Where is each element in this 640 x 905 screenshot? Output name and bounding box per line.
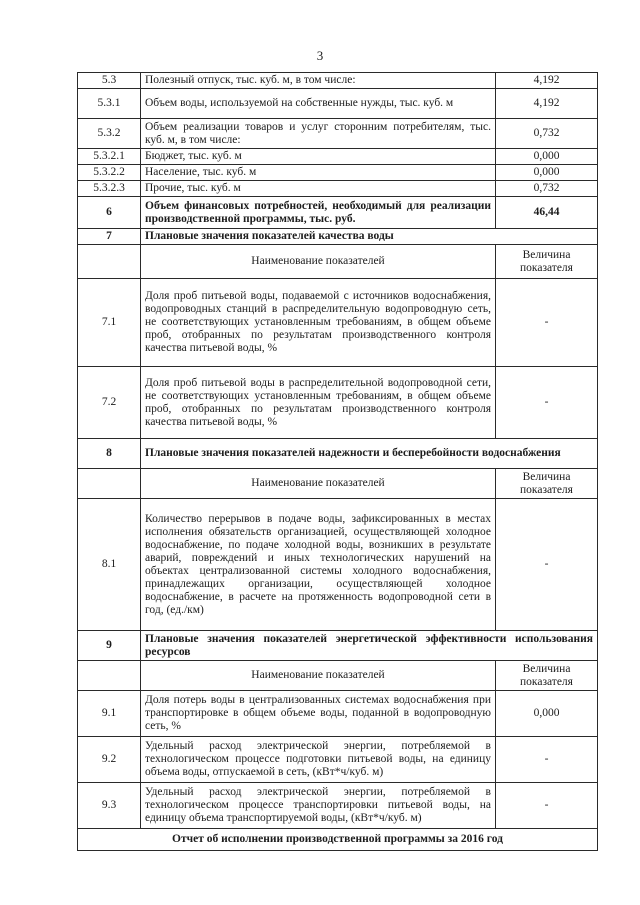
table-row <box>78 181 598 197</box>
table-row <box>78 149 598 165</box>
row-number: 5.3.2 <box>78 119 141 149</box>
table-row <box>78 73 598 89</box>
header-row <box>78 661 598 691</box>
row-number: 5.3.2.1 <box>78 149 141 165</box>
row-value: 0,000 <box>496 165 598 181</box>
section-number: 7 <box>78 229 141 245</box>
table-row <box>78 165 598 181</box>
row-number: 7.1 <box>78 279 141 367</box>
header-row <box>78 245 598 279</box>
section-title: Плановые значения показателей надежности и бесперебойности водоснабжения <box>141 439 598 469</box>
page-number: 3 <box>316 48 324 63</box>
table-row <box>78 737 598 783</box>
row-value: - <box>496 783 598 829</box>
table-row <box>78 119 598 149</box>
section-number: 8 <box>78 439 141 469</box>
row-number: 8.1 <box>78 499 141 631</box>
row-value: 0,732 <box>496 119 598 149</box>
row-number: 9.2 <box>78 737 141 783</box>
row-description: Бюджет, тыс. куб. м <box>141 149 496 165</box>
row-value: 0,000 <box>496 691 598 737</box>
header-name: Наименование показателей <box>141 469 496 499</box>
section-number: 9 <box>78 631 141 661</box>
row-value: 46,44 <box>496 197 598 229</box>
table-row <box>78 89 598 119</box>
row-description: Удельный расход электрической энергии, потребляемой в технологическом процессе подготовки питьевой воды, на единицу объема воды, отпускаемой в сеть, (кВт*ч/куб. м) <box>141 737 496 783</box>
section-title-row <box>78 229 598 245</box>
row-value: 0,732 <box>496 181 598 197</box>
table-row <box>78 279 598 367</box>
row-number: 6 <box>78 197 141 229</box>
row-value: - <box>496 367 598 439</box>
row-value: - <box>496 279 598 367</box>
row-description: Объем финансовых потребностей, необходимый для реализации производственной программы, тыс. руб. <box>141 197 496 229</box>
row-description: Полезный отпуск, тыс. куб. м, в том числе: <box>141 73 496 89</box>
section-title: Плановые значения показателей энергетической эффективности использования ресурсов <box>141 631 598 661</box>
row-description: Доля потерь воды в централизованных системах водоснабжения при транспортировке в общем объеме воды, поданной в водопроводную сеть, % <box>141 691 496 737</box>
header-value: Величина показателя <box>496 245 598 279</box>
row-value: 4,192 <box>496 73 598 89</box>
row-description: Прочие, тыс. куб. м <box>141 181 496 197</box>
row-number: 5.3.1 <box>78 89 141 119</box>
row-description: Удельный расход электрической энергии, потребляемой в технологическом процессе транспортировки питьевой воды, на единицу объема транспортируемой воды, (кВт*ч/куб. м) <box>141 783 496 829</box>
row-description: Объем воды, используемой на собственные нужды, тыс. куб. м <box>141 89 496 119</box>
header-value: Величина показателя <box>496 661 598 691</box>
row-value: 4,192 <box>496 89 598 119</box>
header-name: Наименование показателей <box>141 245 496 279</box>
table-row <box>78 691 598 737</box>
row-description: Доля проб питьевой воды, подаваемой с источников водоснабжения, водопроводных станций в распределительную водопроводную сеть, не соответствующих установленным требованиям, в общем объеме проб, отобранных по результатам производственного контроля качества питьевой воды, % <box>141 279 496 367</box>
report-title: Отчет об исполнении производственной программы за 2016 год <box>78 829 598 851</box>
row-number: 5.3.2.2 <box>78 165 141 181</box>
row-description: Объем реализации товаров и услуг сторонним потребителям, тыс. куб. м, в том числе: <box>141 119 496 149</box>
row-description: Доля проб питьевой воды в распределительной водопроводной сети, не соответствующих установленным требованиям, в общем объеме проб, отобранных по результатам производственного контроля качества питьевой воды, % <box>141 367 496 439</box>
row-number: 7.2 <box>78 367 141 439</box>
row-number: 9.3 <box>78 783 141 829</box>
program-table <box>77 72 598 851</box>
row-description: Количество перерывов в подаче воды, зафиксированных в местах исполнения обязательств организацией, осуществляющей холодное водоснабжение, по подаче холодной воды, возникших в результате аварий, повреждений и иных технологических нарушений на объектах централизованной системы холодного водоснабжения, принадлежащих организации, осуществляющей холодное водоснабжение, в расчете на протяженность водопроводной сети в год, (ед./км) <box>141 499 496 631</box>
header-empty-cell <box>78 245 141 279</box>
row-number: 5.3 <box>78 73 141 89</box>
report-title-row <box>78 829 598 851</box>
row-description: Население, тыс. куб. м <box>141 165 496 181</box>
header-name: Наименование показателей <box>141 661 496 691</box>
row-number: 5.3.2.3 <box>78 181 141 197</box>
row-value: 0,000 <box>496 149 598 165</box>
header-empty-cell <box>78 661 141 691</box>
row-value: - <box>496 499 598 631</box>
table-row <box>78 783 598 829</box>
section-title-row <box>78 439 598 469</box>
header-empty-cell <box>78 469 141 499</box>
table-row <box>78 499 598 631</box>
section-title: Плановые значения показателей качества воды <box>141 229 598 245</box>
header-row <box>78 469 598 499</box>
row-value: - <box>496 737 598 783</box>
table-row <box>78 367 598 439</box>
section-title-row <box>78 631 598 661</box>
header-value: Величина показателя <box>496 469 598 499</box>
row-number: 9.1 <box>78 691 141 737</box>
table-row <box>78 197 598 229</box>
